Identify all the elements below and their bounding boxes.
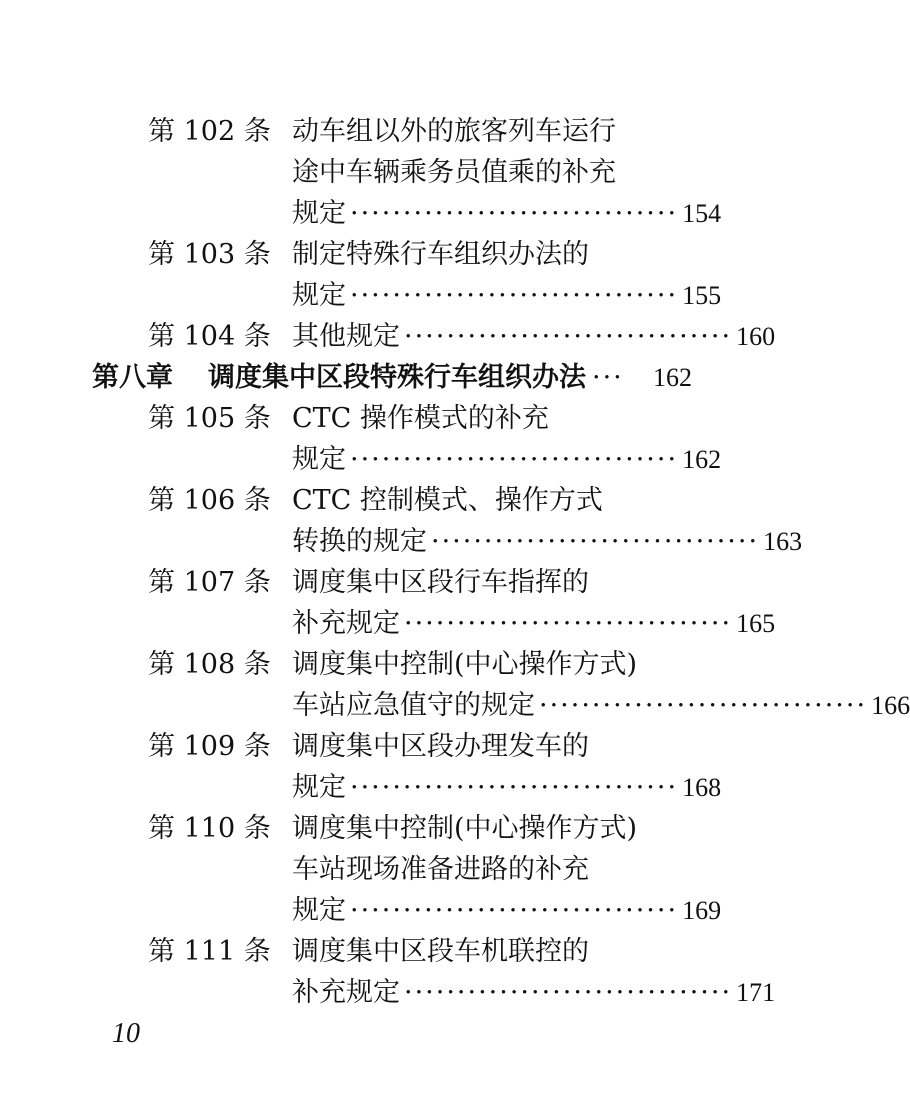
article-number: 第 104 条 <box>148 321 271 352</box>
chapter-leader-line <box>92 358 692 398</box>
toc-entry-108 <box>0 645 800 685</box>
article-title-cont: 途中车辆乘务员值乘的补充 <box>292 157 616 188</box>
page-number: 163 <box>763 527 803 556</box>
page-number: 169 <box>682 896 722 925</box>
chapter-number: 第八章 <box>92 362 173 393</box>
article-title: 制定特殊行车组织办法的 <box>292 239 589 270</box>
toc-entry-103 <box>0 235 800 275</box>
toc-entry-106 <box>0 481 800 521</box>
leader-dots: ······························· <box>350 772 679 803</box>
leader-dots: ······························· <box>404 608 733 639</box>
article-title-end: 规定 <box>292 280 346 311</box>
article-title: 调度集中区段办理发车的 <box>292 731 589 762</box>
article-title: 调度集中区段行车指挥的 <box>292 567 589 598</box>
toc-chapter-8 <box>0 358 800 398</box>
leader-line <box>292 276 722 316</box>
leader-dots: ······························· <box>350 280 679 311</box>
article-title: 其他规定 <box>292 321 400 352</box>
page-number: 171 <box>736 978 776 1007</box>
article-number: 第 102 条 <box>148 116 271 147</box>
leader-line <box>292 440 722 480</box>
article-title-end: 规定 <box>292 772 346 803</box>
leader-dots: ······························· <box>539 690 868 721</box>
toc-entry-103-end <box>0 276 800 316</box>
article-title-end: 补充规定 <box>292 608 400 639</box>
folio-page-number: 10 <box>112 1018 140 1049</box>
article-title-end: 规定 <box>292 444 346 475</box>
toc-entry-111-end <box>0 973 800 1013</box>
toc-entry-105 <box>0 399 800 439</box>
article-title-end: 转换的规定 <box>292 526 427 557</box>
article-number: 第 109 条 <box>148 731 271 762</box>
toc-entry-110-cont <box>0 850 800 890</box>
toc-entry-107-end <box>0 604 800 644</box>
page-number: 154 <box>682 199 722 228</box>
leader-line <box>292 522 803 562</box>
leader-dots: ······························· <box>350 895 679 926</box>
page-number: 165 <box>736 609 776 638</box>
toc-entry-108-end <box>0 686 910 726</box>
article-number: 第 107 条 <box>148 567 271 598</box>
toc-entry-110 <box>0 809 800 849</box>
article-title-end: 规定 <box>292 895 346 926</box>
article-title-end: 规定 <box>292 198 346 229</box>
leader-line <box>292 194 722 234</box>
toc-entry-104 <box>0 317 800 357</box>
page-number: 166 <box>871 691 910 720</box>
page-number: 168 <box>682 773 722 802</box>
article-number: 第 108 条 <box>148 649 271 680</box>
toc-entry-109 <box>0 727 800 767</box>
article-number: 第 103 条 <box>148 239 271 270</box>
article-number: 第 111 条 <box>148 936 271 967</box>
article-title: 调度集中区段车机联控的 <box>292 936 589 967</box>
leader-dots: ······························· <box>350 444 679 475</box>
toc-entry-111 <box>0 932 800 972</box>
toc-entry-109-end <box>0 768 800 808</box>
article-title: 调度集中控制(中心操作方式) <box>292 649 638 680</box>
page-number: 162 <box>682 445 722 474</box>
toc-entry-110-end <box>0 891 800 931</box>
article-title: 动车组以外的旅客列车运行 <box>292 116 616 147</box>
leader-line <box>292 317 776 357</box>
leader-dots: ······························· <box>404 321 733 352</box>
article-number: 第 110 条 <box>148 813 271 844</box>
leader-dots: ······························· <box>431 526 760 557</box>
leader-line <box>292 973 776 1013</box>
toc-entry-102-end <box>0 194 800 234</box>
article-title-cont: 车站现场准备进路的补充 <box>292 854 589 885</box>
article-title-end: 补充规定 <box>292 977 400 1008</box>
article-title: 调度集中控制(中心操作方式) <box>292 813 638 844</box>
leader-dots: ······························· <box>404 977 733 1008</box>
leader-line <box>292 891 722 931</box>
leader-dots: ··· <box>592 362 624 393</box>
toc-entry-105-end <box>0 440 800 480</box>
leader-dots: ······························· <box>350 198 679 229</box>
article-number: 第 105 条 <box>148 403 271 434</box>
chapter-title: 调度集中区段特殊行车组织办法 <box>208 362 586 393</box>
toc-entry-107 <box>0 563 800 603</box>
toc-entry-106-end <box>0 522 803 562</box>
page-number: 160 <box>736 322 776 351</box>
article-title: CTC 控制模式、操作方式 <box>292 485 603 516</box>
leader-line <box>292 768 722 808</box>
toc-entry-102-cont <box>0 153 800 193</box>
page-number: 155 <box>682 281 722 310</box>
article-number: 第 106 条 <box>148 485 271 516</box>
leader-line <box>292 604 776 644</box>
toc-entry-102 <box>0 112 800 152</box>
article-title: CTC 操作模式的补充 <box>292 403 549 434</box>
leader-line <box>292 686 910 726</box>
article-title-end: 车站应急值守的规定 <box>292 690 535 721</box>
page-number: 162 <box>653 363 692 392</box>
